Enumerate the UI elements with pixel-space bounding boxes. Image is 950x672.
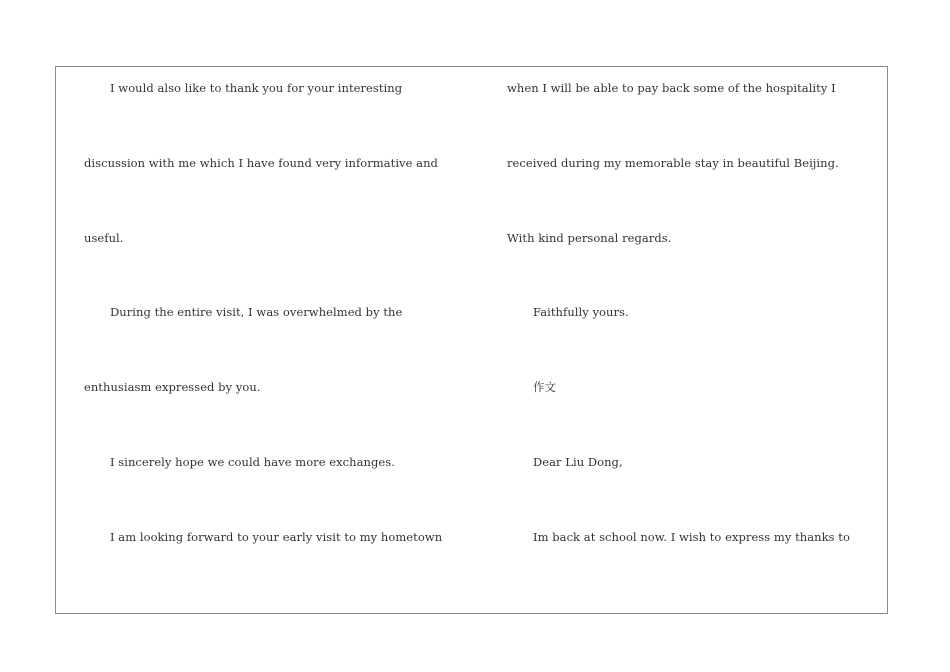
right-line-1: when I will be able to pay back some of the hospitality I: [507, 81, 836, 95]
left-line-5: enthusiasm expressed by you.: [84, 380, 261, 394]
left-line-4: During the entire visit, I was overwhelmed by the: [110, 305, 403, 319]
left-line-3: useful.: [84, 231, 124, 245]
left-line-7: I am looking forward to your early visit to my hometown: [110, 530, 443, 544]
right-line-4: Faithfully yours.: [533, 305, 629, 319]
left-line-2: discussion with me which I have found very informative and: [84, 156, 438, 170]
right-line-6: Dear Liu Dong,: [533, 455, 623, 469]
left-line-1: I would also like to thank you for your interesting: [110, 81, 403, 95]
right-line-2: received during my memorable stay in beautiful Beijing.: [507, 156, 839, 170]
right-line-5: 作文: [533, 380, 557, 394]
left-line-6: I sincerely hope we could have more exchanges.: [110, 455, 395, 469]
right-line-7: Im back at school now. I wish to express my thanks to: [533, 530, 850, 544]
right-line-3: With kind personal regards.: [507, 231, 672, 245]
